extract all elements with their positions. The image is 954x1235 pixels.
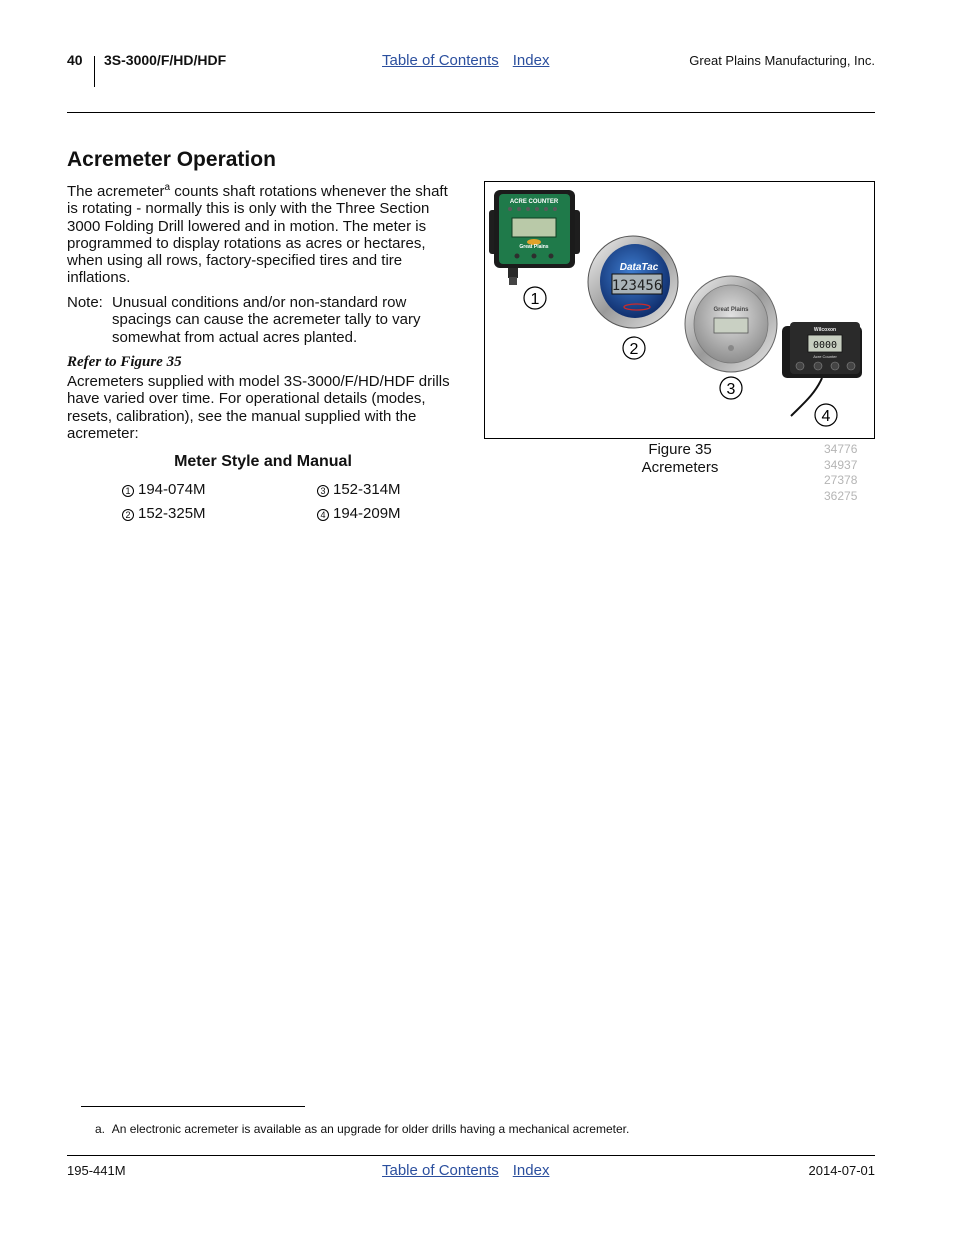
- model-name: 3S-3000/F/HD/HDF: [104, 52, 227, 68]
- figure-title: Acremeters: [641, 459, 719, 476]
- footnote: [95, 1122, 629, 1136]
- acremeters-illustration: [485, 182, 875, 439]
- figure-reference: Refer to Figure 35: [67, 354, 182, 370]
- wilcoxon-device: [782, 322, 862, 416]
- manual-code: 194-209M: [333, 505, 401, 522]
- meter-item-4: [317, 505, 401, 522]
- svg-text:4: 4: [821, 408, 831, 425]
- header-rule: [67, 112, 875, 113]
- intro-text-start: The acremeter: [67, 183, 165, 200]
- meter-item-2: [122, 505, 206, 522]
- callout-3: [720, 377, 742, 399]
- acre-counter-device: [489, 190, 580, 285]
- note-label: Note:: [67, 294, 103, 311]
- image-id: 36275: [824, 488, 858, 503]
- footnote-rule: [81, 1106, 305, 1107]
- image-id: 34776: [824, 442, 858, 456]
- callout-number: 1: [122, 485, 134, 497]
- callout-number: 4: [317, 509, 329, 521]
- callout-1: [524, 287, 546, 309]
- datatac-device: [588, 236, 678, 328]
- callout-number: 2: [122, 509, 134, 521]
- page-number: 40: [67, 52, 83, 68]
- device4-label: Acre Counter: [813, 354, 837, 359]
- round-grey-device: [685, 276, 777, 372]
- intro-paragraph: [67, 183, 459, 287]
- intro-text-rest: counts shaft rotations whenever the shaft is rotating - normally this is only with the Three Section 3000 Folding Drill lowered and in motion. The meter is programmed to display rotations as acres or hectares, when using all rows, factory-specified tires and tire inflations.: [67, 183, 448, 287]
- device1-title: ACRE COUNTER: [509, 199, 559, 205]
- device1-brand: Great Plains: [519, 244, 549, 250]
- meter-table-title: Meter Style and Manual: [174, 453, 352, 470]
- device2-display: 123456: [611, 278, 663, 294]
- device4-brand: Wilcoxon: [813, 327, 837, 333]
- publication-date: 2014-07-01: [808, 1163, 875, 1178]
- image-id: 27378: [824, 473, 858, 487]
- svg-text:2: 2: [629, 341, 639, 358]
- device2-brand: DataTac: [619, 262, 659, 273]
- footnote-marker[interactable]: a: [164, 182, 171, 193]
- acremeter-paragraph: Acremeters supplied with model 3S-3000/F/HD/HDF drills have varied over time. For operational details (modes, resets, calibration), see the manual supplied with the acremeter:: [67, 373, 450, 442]
- section-title: Acremeter Operation: [67, 148, 276, 171]
- callout-number: 3: [317, 485, 329, 497]
- meter-item-3: [317, 481, 401, 498]
- callout-4: [815, 404, 837, 426]
- manual-code: 152-325M: [138, 505, 206, 522]
- footer-toc-link[interactable]: Table of Contents: [382, 1162, 499, 1179]
- toc-link[interactable]: Table of Contents: [382, 52, 499, 69]
- device4-display: 0000: [812, 340, 838, 351]
- figure-caption: [580, 441, 780, 477]
- manual-code: 152-314M: [333, 481, 401, 498]
- image-id: 34937: [824, 457, 858, 472]
- footer-rule: [67, 1155, 875, 1156]
- index-link[interactable]: Index: [512, 52, 550, 69]
- figure-image-ids: [824, 442, 857, 504]
- footer-index-link[interactable]: Index: [512, 1162, 550, 1179]
- document-number: 195-441M: [67, 1163, 126, 1178]
- svg-text:1: 1: [530, 291, 540, 308]
- callout-2: [623, 337, 645, 359]
- svg-text:3: 3: [726, 381, 736, 398]
- company-name: Great Plains Manufacturing, Inc.: [689, 53, 875, 68]
- device3-brand: Great Plains: [713, 307, 749, 313]
- header-nav: [382, 52, 549, 69]
- footer-nav: [382, 1162, 549, 1179]
- figure-number: Figure 35: [648, 441, 712, 458]
- note-block: [67, 294, 459, 346]
- note-text: Unusual conditions and/or non-standard row spacings can cause the acremeter tally to vary somewhat from actual acres planted.: [112, 294, 421, 346]
- meter-item-1: [122, 481, 206, 498]
- header-divider: [94, 56, 95, 87]
- footnote-label: a.: [95, 1122, 106, 1136]
- manual-code: 194-074M: [138, 481, 206, 498]
- acremeters-figure: [484, 181, 875, 439]
- footnote-text: An electronic acremeter is available as an upgrade for older drills having a mechanical acremeter.: [111, 1122, 630, 1136]
